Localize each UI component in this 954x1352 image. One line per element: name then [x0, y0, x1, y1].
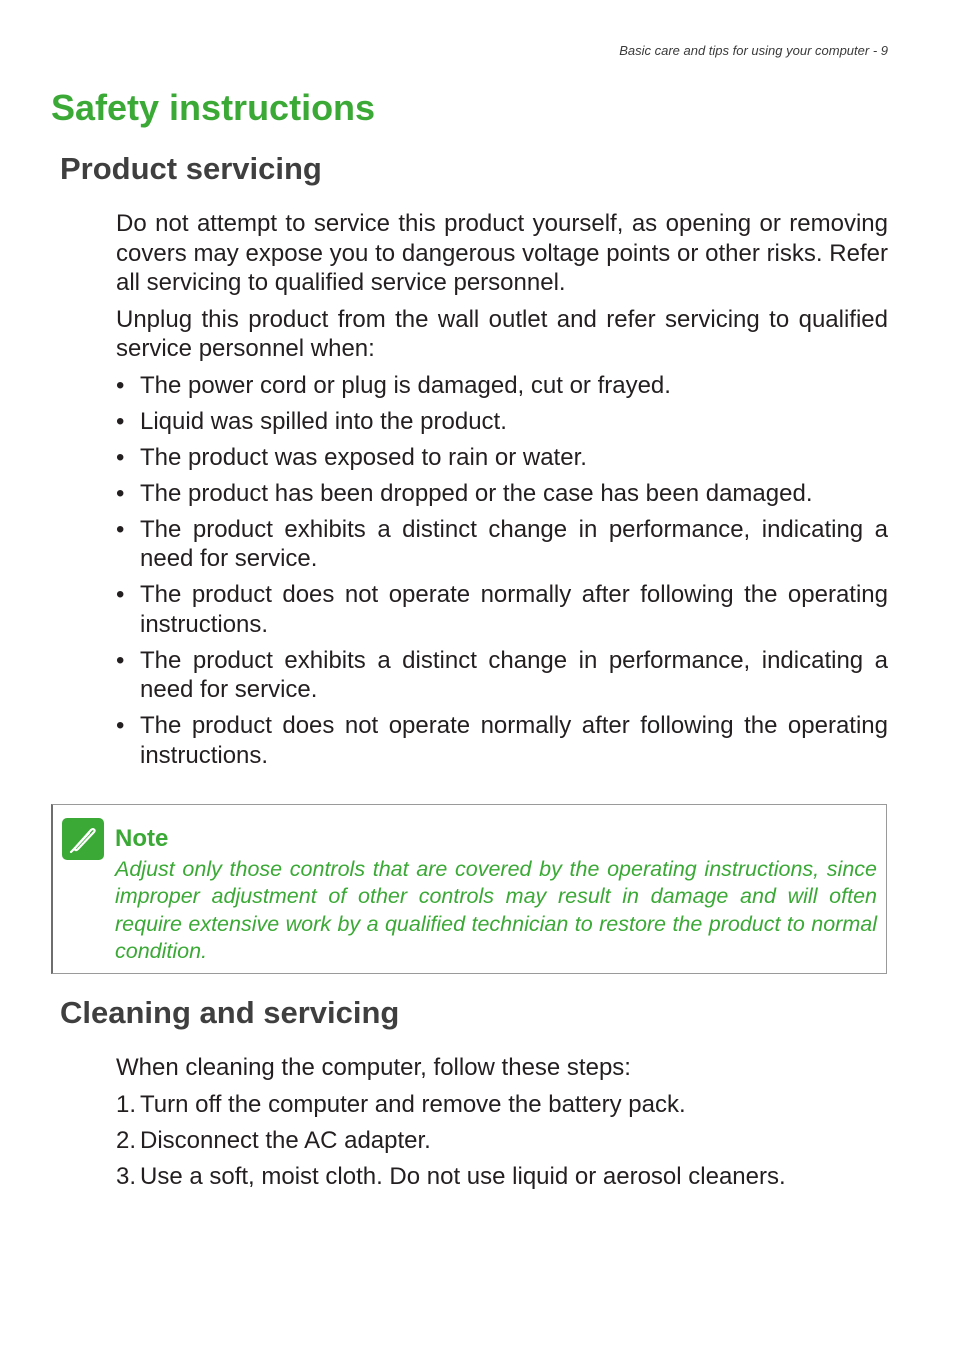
list-item — [116, 646, 888, 705]
list-item — [116, 1126, 888, 1156]
list-item-text: The power cord or plug is damaged, cut or frayed. — [140, 371, 671, 399]
list-item-text: The product exhibits a distinct change in performance, indicating a need for service. — [140, 646, 888, 703]
list-item — [116, 515, 888, 574]
bullet-icon: • — [116, 407, 125, 435]
list-item-text: The product does not operate normally after following the operating instructions. — [140, 581, 888, 638]
list-item — [116, 580, 888, 639]
bullet-list — [116, 371, 888, 771]
pencil-note-icon — [62, 818, 104, 860]
bullet-icon: • — [116, 371, 125, 399]
paragraph: Do not attempt to service this product yourself, as opening or removing covers may expose you to dangerous voltage points or other risks. Refer all servicing to qualified service personnel. — [116, 210, 888, 296]
list-item — [116, 371, 888, 401]
note-box — [51, 804, 887, 974]
bullet-icon: • — [116, 646, 125, 674]
list-item — [116, 479, 888, 509]
list-item-text: Liquid was spilled into the product. — [140, 407, 507, 435]
running-header: Basic care and tips for using your computer - 9 — [619, 43, 888, 58]
list-item — [116, 407, 888, 437]
list-item — [116, 1090, 888, 1120]
list-item-text: Use a soft, moist cloth. Do not use liquid or aerosol cleaners. — [140, 1162, 786, 1190]
step-number: 3. — [116, 1162, 137, 1190]
bullet-icon: • — [116, 712, 125, 739]
bullet-icon: • — [116, 515, 125, 543]
list-item — [116, 443, 888, 473]
note-text: Adjust only those controls that are covered by the operating instructions, since improper adjustment of other controls may result in damage and will often require extensive work by a qualified technician to restore the product to normal condition. — [115, 857, 877, 963]
list-item-text: The product exhibits a distinct change in performance, indicating a need for service. — [140, 515, 888, 572]
page-title: Safety instructions — [51, 87, 376, 128]
list-item — [116, 711, 888, 770]
cleaning-body — [116, 1053, 888, 1198]
list-item — [116, 1162, 888, 1192]
bullet-icon: • — [116, 581, 125, 608]
list-item-text: Disconnect the AC adapter. — [140, 1126, 431, 1154]
step-number: 2. — [116, 1126, 137, 1154]
bullet-icon: • — [116, 479, 125, 507]
list-item-text: Turn off the computer and remove the battery pack. — [140, 1090, 686, 1118]
list-item-text: The product has been dropped or the case has been damaged. — [140, 479, 813, 507]
note-title: Note — [115, 825, 169, 852]
paragraph: Unplug this product from the wall outlet and refer servicing to qualified service personnel when: — [116, 305, 888, 362]
paragraph: When cleaning the computer, follow these steps: — [116, 1054, 631, 1081]
section-heading-product-servicing: Product servicing — [60, 151, 322, 186]
numbered-list — [116, 1090, 888, 1192]
section-heading-cleaning: Cleaning and servicing — [60, 995, 400, 1030]
bullet-icon: • — [116, 443, 125, 471]
step-number: 1. — [116, 1090, 137, 1118]
list-item-text: The product was exposed to rain or water. — [140, 443, 587, 471]
product-servicing-body — [116, 209, 888, 777]
list-item-text: The product does not operate normally after following the operating instructions. — [140, 712, 888, 769]
